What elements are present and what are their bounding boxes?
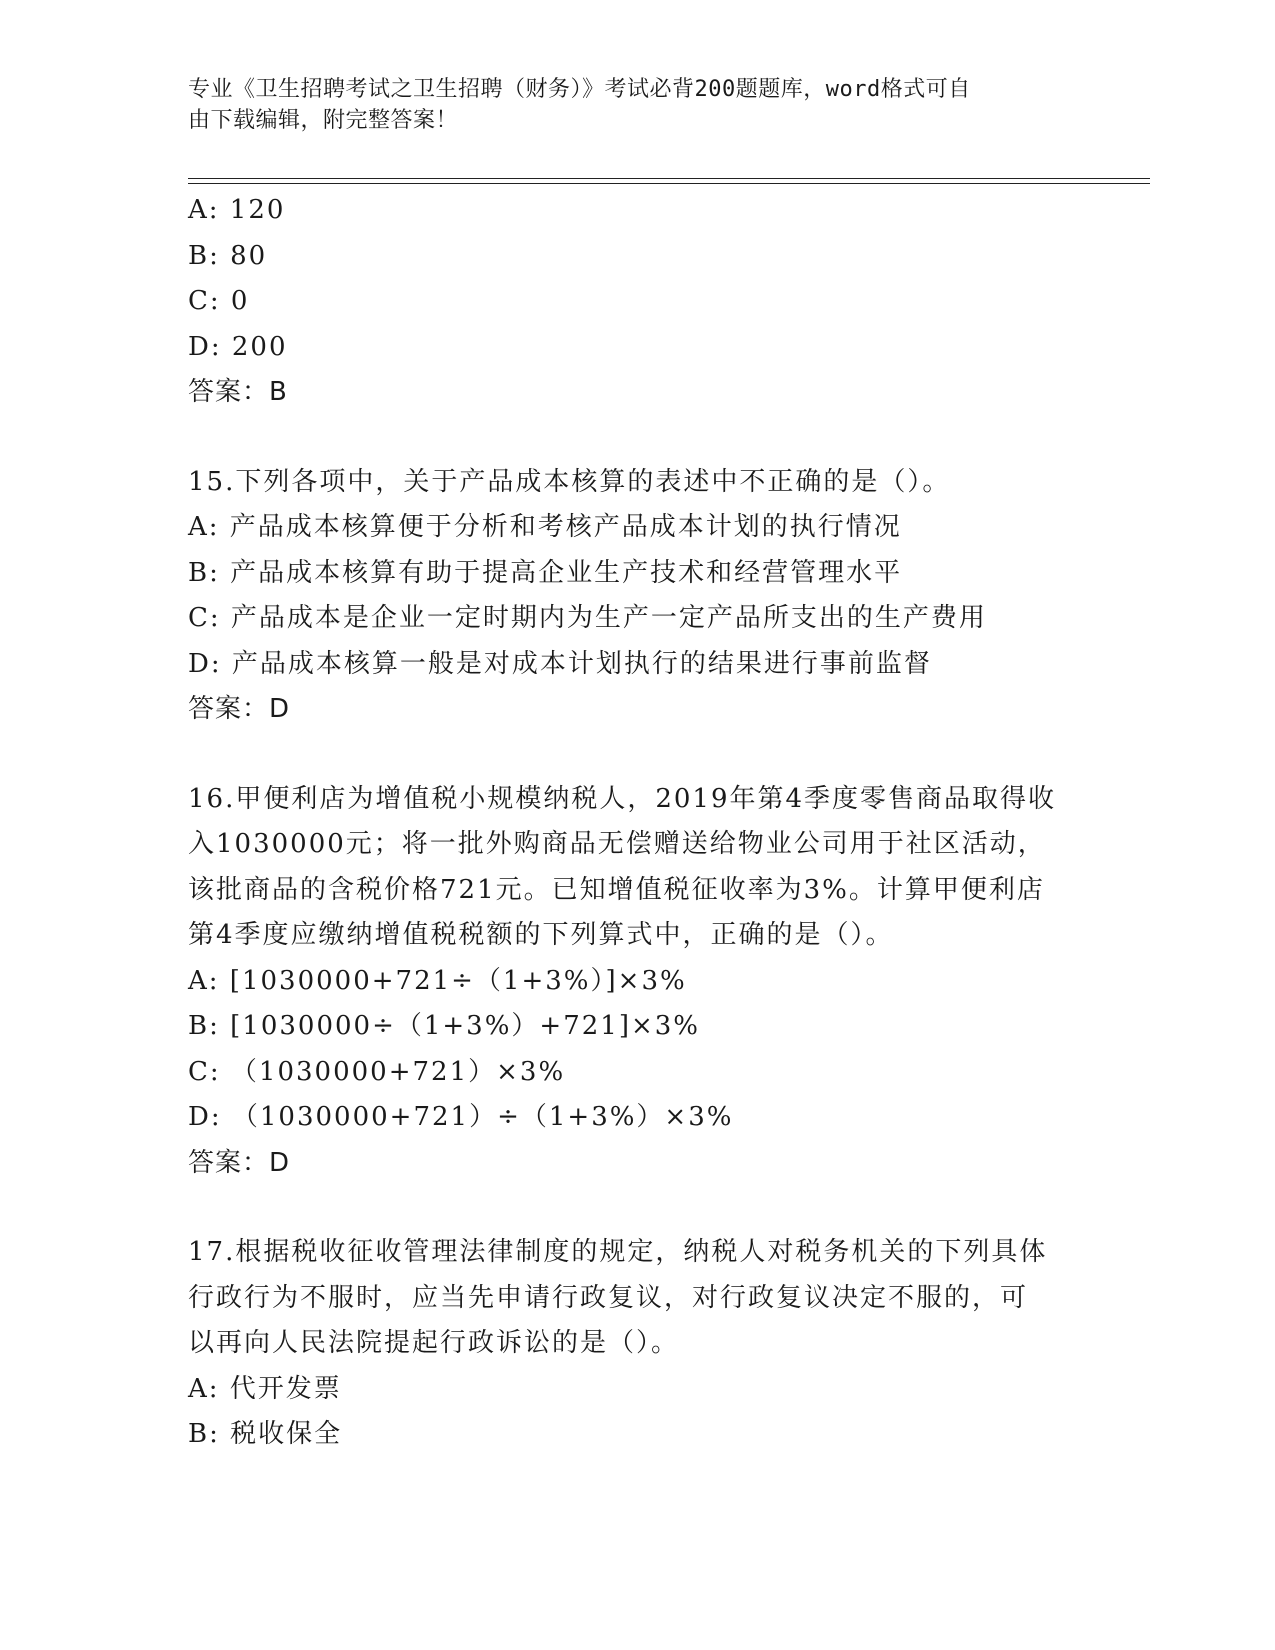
spacer [188,733,1088,777]
spacer [188,1186,1088,1230]
question-17 [188,1230,1088,1458]
option-c: C: （1030000+721）×3% [188,1056,566,1087]
option-c: C: 产品成本是企业一定时期内为生产一定产品所支出的生产费用 [188,603,987,633]
option-d: D: （1030000+721）÷（1+3%）×3% [188,1102,734,1132]
question-stem: 第4季度应缴纳增值税税额的下列算式中，正确的是（）。 [188,920,894,950]
question-16 [188,777,1088,1187]
previous-question-block [188,188,1088,416]
question-stem: 17.根据税收征收管理法律制度的规定，纳税人对税务机关的下列具体 [188,1237,1048,1267]
option-b: B: 80 [188,240,268,271]
option-a: A: [1030000+721÷（1+3%）]×3% [188,965,687,996]
answer-label: 答案：D [188,1147,291,1178]
answer-label: 答案：B [188,377,288,407]
option-a: A: 120 [188,195,286,225]
question-stem: 15.下列各项中，关于产品成本核算的表述中不正确的是（）。 [188,466,951,497]
header-line-1: 专业《卫生招聘考试之卫生招聘（财务）》考试必背200题题库，word格式可自 [188,77,971,102]
option-d: D: 产品成本核算一般是对成本计划执行的结果进行事前监督 [188,648,932,679]
header-line-2: 由下载编辑，附完整答案！ [188,108,459,133]
question-content [188,188,1088,1458]
header-divider-second [188,183,1150,184]
option-c: C: 0 [188,286,250,316]
option-b: B: [1030000÷（1+3%）+721]×3% [188,1011,701,1041]
option-a: A: 代开发票 [188,1373,342,1404]
option-b: B: 产品成本核算有助于提高企业生产技术和经营管理水平 [188,557,903,588]
header-divider [188,178,1150,179]
option-b: B: 税收保全 [188,1419,343,1449]
question-stem: 行政行为不服时，应当先申请行政复议，对行政复议决定不服的，可 [188,1282,1029,1313]
question-15 [188,460,1088,733]
document-header [188,74,1068,136]
option-d: D: 200 [188,331,288,362]
question-stem: 以再向人民法院提起行政诉讼的是（）。 [188,1328,680,1358]
spacer [188,416,1088,460]
question-stem: 16.甲便利店为增值税小规模纳税人，2019年第4季度零售商品取得收 [188,783,1057,814]
answer-label: 答案：D [188,694,291,724]
question-stem: 入1030000元；将一批外购商品无偿赠送给物业公司用于社区活动， [188,829,1046,859]
question-stem: 该批商品的含税价格721元。已知增值税征收率为3%。计算甲便利店 [188,874,1045,905]
option-a: A: 产品成本核算便于分析和考核产品成本计划的执行情况 [188,512,902,542]
